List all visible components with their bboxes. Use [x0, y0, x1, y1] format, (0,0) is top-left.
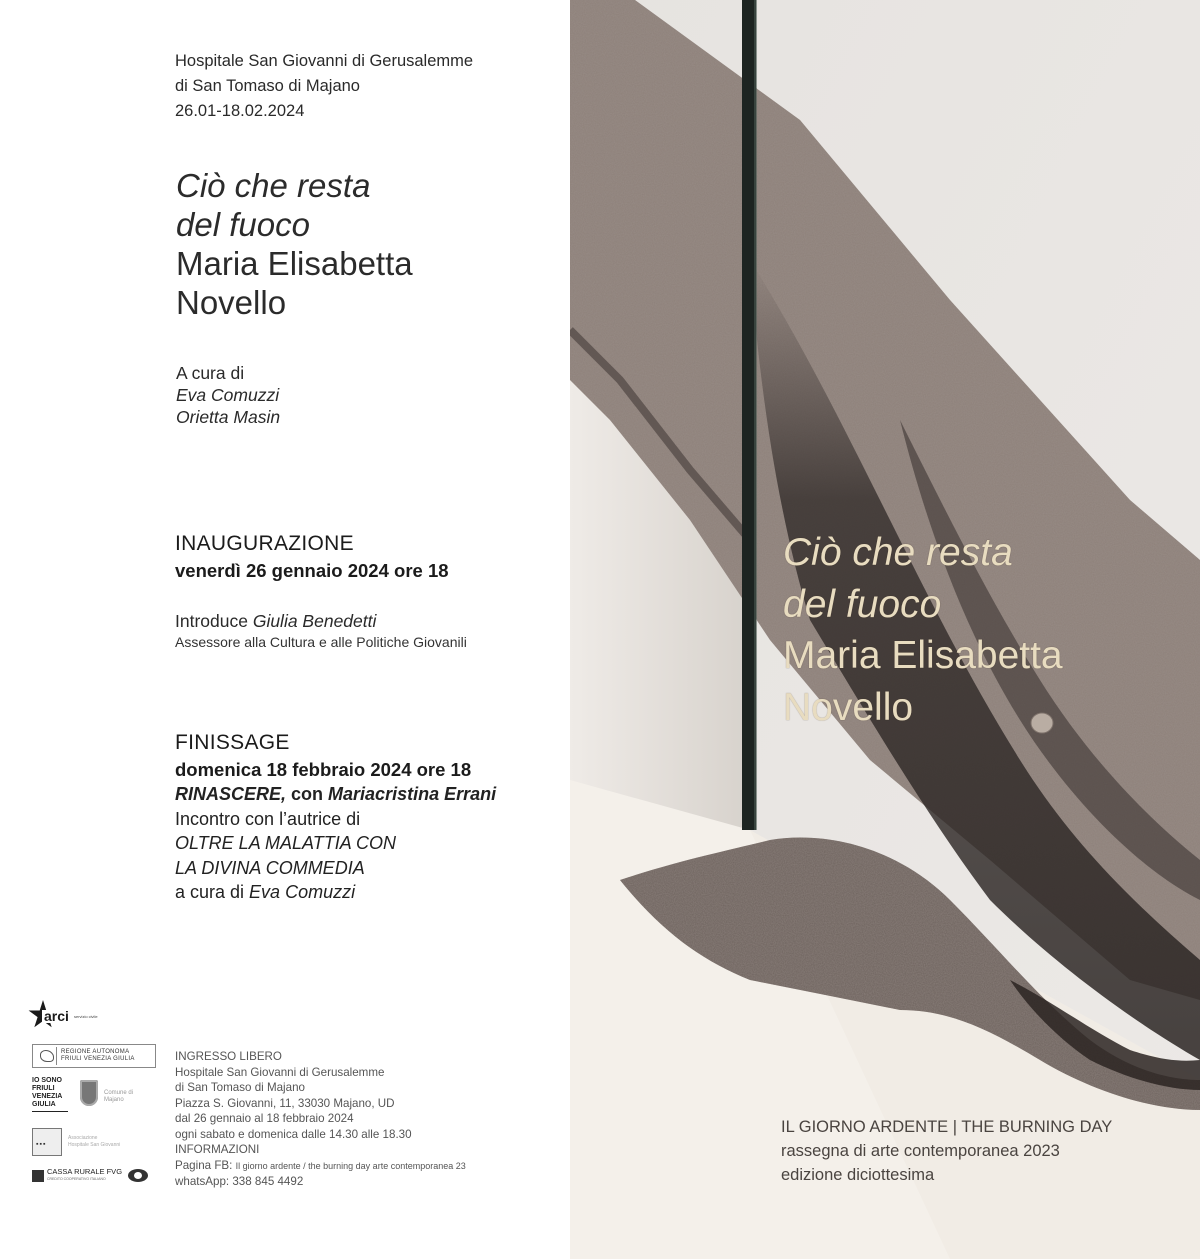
exhibition-title-block — [176, 166, 413, 322]
series-edition: edizione diciottesima — [781, 1166, 935, 1184]
finissage-heading: FINISSAGE — [175, 731, 290, 754]
overlay-title-line2: del fuoco — [783, 582, 942, 626]
facebook-page: Il giorno ardente / the burning day arte contemporanea 23 — [235, 1160, 466, 1171]
fvg-line2: FRIULI VENEZIA GIULIA — [61, 1056, 135, 1062]
curators-block — [176, 362, 280, 428]
finissage-block — [175, 729, 496, 905]
bcc-emblem-icon — [128, 1169, 148, 1182]
info-line: INGRESSO LIBERO — [175, 1050, 282, 1063]
iosono-line: GIULIA — [32, 1101, 56, 1108]
cassa-sub: CREDITO COOPERATIVO ITALIANO — [47, 1177, 106, 1181]
inauguration-heading: INAUGURAZIONE — [175, 532, 354, 555]
event-guest: Mariacristina Errani — [328, 784, 497, 804]
introducer-prefix: Introduce — [175, 611, 253, 631]
event-title: RINASCERE, — [175, 784, 287, 804]
info-panel — [0, 0, 570, 1259]
inauguration-datetime: venerdì 26 gennaio 2024 ore 18 — [175, 560, 449, 581]
venue-block — [175, 49, 473, 124]
introducer — [175, 609, 467, 633]
finissage-meeting: Incontro con l’autrice di — [175, 808, 361, 829]
cassa-name: CASSA RURALE FVG — [47, 1167, 123, 1176]
series-description: rassegna di arte contemporanea 2023 — [781, 1142, 1060, 1160]
curated-prefix: a cura di — [175, 882, 250, 902]
io-sono-fvg-logo — [32, 1077, 68, 1112]
iosono-line: VENEZIA — [32, 1093, 63, 1100]
majano-line2: Majano — [104, 1097, 124, 1103]
info-line: dal 26 gennaio al 18 febbraio 2024 — [175, 1112, 354, 1125]
event-with: con — [286, 784, 329, 804]
overlay-title-line1: Ciò che resta — [783, 531, 1013, 574]
finissage-curator — [175, 880, 496, 905]
introducer-role: Assessore alla Cultura e alle Politiche Giovanili — [175, 634, 467, 650]
book-title-line2: LA DIVINA COMMEDIA — [175, 857, 365, 878]
building-icon — [32, 1128, 62, 1156]
curator-name: Orietta Masin — [176, 407, 281, 427]
finissage-datetime: domenica 18 febbraio 2024 ore 18 — [175, 759, 472, 780]
exhibition-title-line1: Ciò che resta — [176, 167, 371, 204]
square-icon — [32, 1170, 44, 1182]
arci-subtitle: servizio civile — [74, 1014, 98, 1019]
info-line: Piazza S. Giovanni, 11, 33030 Majano, UD — [175, 1096, 395, 1110]
associazione-logo — [32, 1128, 162, 1158]
exhibition-dates: 26.01-18.02.2024 — [175, 102, 305, 120]
exhibition-title-line2: del fuoco — [176, 206, 310, 243]
iosono-line: FRIULI — [32, 1085, 55, 1092]
arci-wordmark: arci — [44, 1008, 69, 1024]
photo-overlay-title — [783, 527, 1063, 733]
series-credit — [781, 1115, 1112, 1187]
facebook-info — [175, 1158, 466, 1175]
regione-fvg-logo — [32, 1044, 156, 1068]
whatsapp-info: whatsApp: 338 845 4492 — [175, 1175, 304, 1188]
eagle-icon — [37, 1047, 57, 1065]
iosono-line: IO SONO — [32, 1077, 62, 1084]
info-line: INFORMAZIONI — [175, 1143, 260, 1156]
visitor-info — [175, 1049, 466, 1190]
venue-location: di San Tomaso di Majano — [175, 77, 360, 95]
overlay-artist-line2: Novello — [783, 685, 914, 729]
finissage-event — [175, 782, 496, 807]
book-title-line1: OLTRE LA MALATTIA CON — [175, 833, 397, 853]
info-line: ogni sabato e domenica dalle 14.30 alle 18.30 — [175, 1127, 412, 1141]
fvg-line1: REGIONE AUTONOMA — [61, 1049, 130, 1055]
introducer-name: Giulia Benedetti — [252, 611, 377, 631]
curated-name: Eva Comuzzi — [249, 882, 356, 902]
venue-name: Hospitale San Giovanni di Gerusalemme — [175, 52, 474, 70]
artist-name-line1: Maria Elisabetta — [176, 245, 413, 282]
inauguration-block — [175, 530, 449, 583]
arci-logo — [28, 1000, 108, 1036]
assoc-line1: Associazione — [68, 1135, 98, 1141]
cassa-rurale-logo — [32, 1168, 162, 1186]
facebook-label: Pagina FB: — [175, 1158, 236, 1172]
curator-name: Eva Comuzzi — [176, 385, 280, 405]
artist-name-line2: Novello — [176, 284, 287, 321]
curators-label: A cura di — [176, 363, 245, 383]
comune-majano-logo — [80, 1078, 160, 1112]
series-name: IL GIORNO ARDENTE | THE BURNING DAY — [781, 1118, 1113, 1136]
crest-icon — [80, 1080, 98, 1106]
assoc-line2: Hospitale San Giovanni — [68, 1142, 121, 1148]
info-line: di San Tomaso di Majano — [175, 1081, 305, 1094]
overlay-artist-line1: Maria Elisabetta — [783, 634, 1063, 677]
majano-line1: Comune di — [104, 1090, 134, 1096]
introduction-block — [175, 609, 467, 651]
info-line: Hospitale San Giovanni di Gerusalemme — [175, 1065, 385, 1079]
